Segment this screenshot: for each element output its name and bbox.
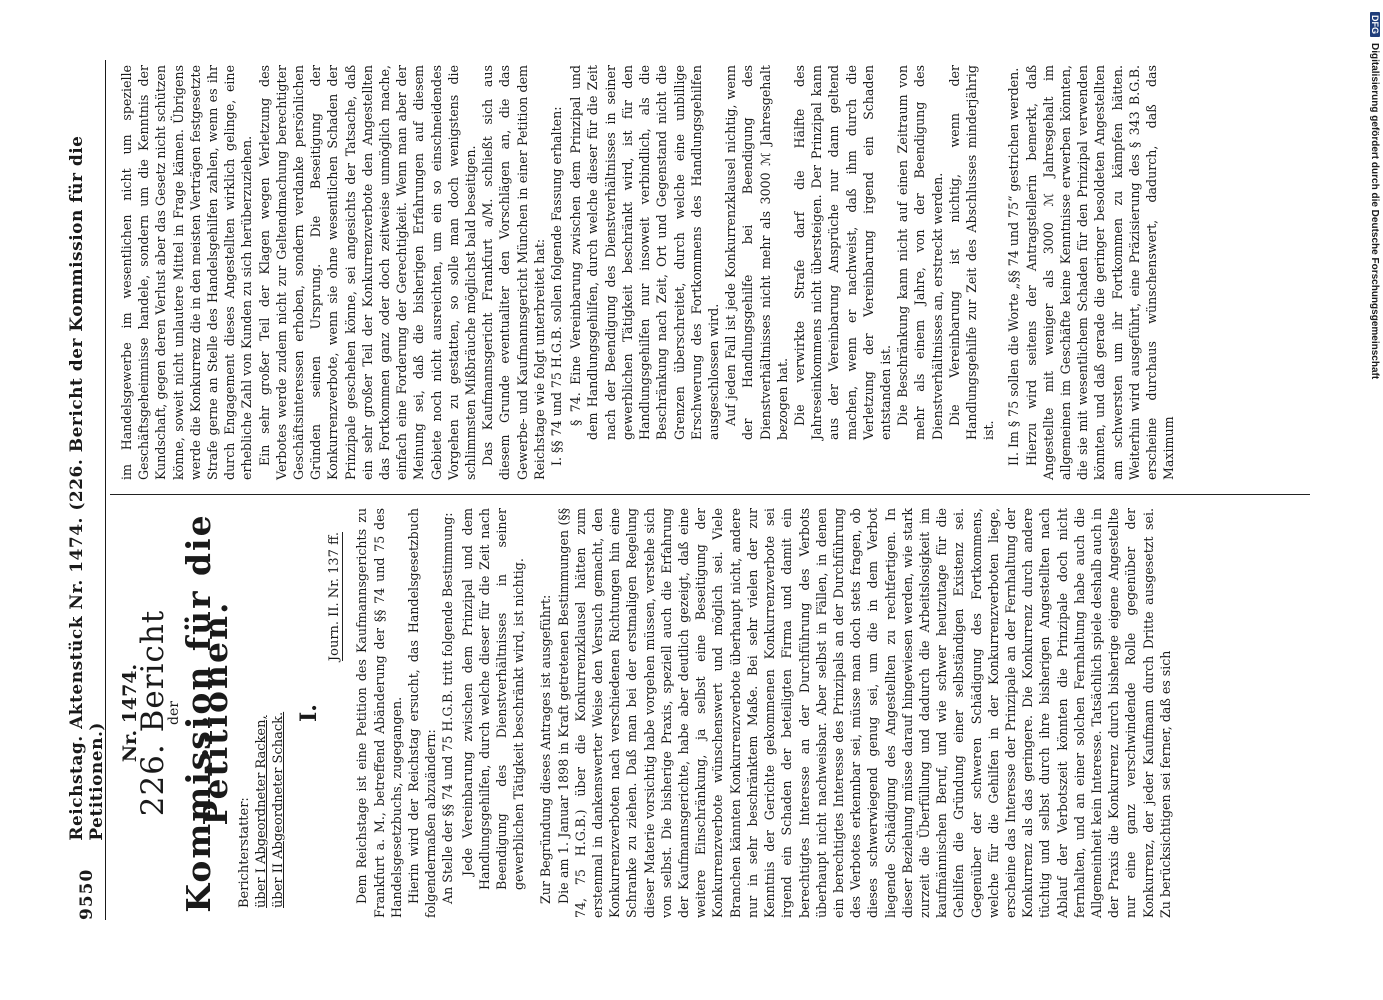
digitization-credit [1369,12,1381,988]
paragraph: Das Kaufmannsgericht Frankfurt a/M. schließt sich aus diesem Grunde eventualiter den Vorschlägen an, die das Gewerbe- und Kaufmannsgericht München in einer Petition dem Reichstage wie folgt unterbreitet hat: [480,65,547,480]
paragraph: Hierzu wird seitens der Antragstellerin bemerkt, daß Angestellte mit weniger als 3000 ℳ Jahresgehalt im allgemeinen im Geschäfte keine Kenntnisse erwerben könnten, die sie mit wesentlichem Schaden für den Prinzipal verwenden könnten, und daß gerade die geringer besoldeten Angestellten am schwersten um ihr Fortkommen zu kämpfen hätten. Weiterhin wird ausgeführt, eine Präzisierung des § 343 B.G.B. erscheine durchaus wünschenswert, dadurch, daß das Maximum [1023,65,1177,480]
journal-reference [326,508,343,918]
section-number: I. [296,704,323,722]
header-rule [105,60,106,920]
paragraph: Hierin wird der Reichstag ersucht, das Handelsgesetzbuch folgendermaßen abzuändern: [406,508,439,918]
rapporteur-1: über I Abgeordneter Racken, [254,715,270,908]
credit-text: Digitalisierung gefördert durch die Deutsche Forschungsgemeinschaft [1369,43,1381,380]
rapporteurs [236,508,287,908]
paragraph: Die am 1. Januar 1898 in Kraft getretenen Bestimmungen (§§ 74, 75 H.G.B.) über die Konkurrenzklausel hätten zum erstenmal in dankenswerter Weise den Versuch gemacht, den Konkurrenzverboten nach verschiedenen Richtungen hin eine Schranke zu ziehen. Daß man bei der erstmaligen Regelung dieser Materie vorsichtig habe vorgehen müssen, verstehe sich von selbst. Die bisherige Praxis, speziell auch die Erfahrung der Kaufmannsgerichte, habe aber deutlich gezeigt, daß eine weitere Einschränkung, ja selbst eine Beseitigung der Konkurrenzverbote wünschenswert und möglich sei. Viele Branchen kännten Konkurrenzverbote überhaupt nicht, andere nur in sehr beschränktem Maße. Bei sehr vielen der zur Kenntnis der Gerichte gekommenen Konkurrenzverbote sei irgend ein Schaden der beteiligten Firma und damit ein berechtigtes Interesse an der Durchführung des Verbots überhaupt nicht nachweisbar. Aber selbst in Fällen, in denen ein berechtigtes Interesse des Prinzipals an der Durchführung des Verbotes erkennbar sei, müsse man doch stets fragen, ob dieses schwerwiegend genug sei, um die in dem Verbot liegende Schädigung des Angestellten zu rechtfertigen. In dieser Beziehung müsse darauf hingewiesen werden, wie stark zurzeit die Überfüllung und dadurch die Arbeitslosigkeit im kaufmännischen Beruf, und wie schwer heutzutage für die Gehilfen die Gründung einer selbständigen Existenz sei. Gegenüber der schweren Schädigung des Fortkommens, welche für die Gehilfen in der Konkurrenzverboten liege, erscheine das Interesse der Prinzipale an der Fernhaltung der Konkurrenz als das geringere. Die Konkurrenz durch andere tüchtig und selbst durch ihre bisherigen Angestellten nach Ablauf der Verbotszeit könnten die Prinzipale doch nicht fernhalten, und an einer solchen Fernhaltung habe auch die Allgemeinheit kein Interesse. Tatsächlich spiele deshalb auch in der Praxis die Konkurrenz durch bisherige eigene Angestellte nur eine ganz verschwindende Rolle gegenüber der Konkurrenz, der jeder Kaufmann durch Dritte ausgesetzt sei. Zu berücksichtigen sei ferner, daß es sich [555,508,1173,918]
quote-paragraph: § 74. Eine Vereinbarung zwischen dem Prinzipal und dem Handlungsgehilfen, durch welche dieser für die Zeit nach der Beendigung des Dienstverhältnisses in seiner gewerblichen Tätigkeit beschränkt wird, ist für den Handlungsgehilfen nur insoweit verbindlich, als die Beschränkung nach Zeit, Ort und Gegenstand nicht die Grenzen überschreitet, durch welche eine unbillige Erschwerung des Fortkommens des Handlungsgehilfen ausgeschlossen wird. [568,65,721,440]
quote-paragraph: Die Beschränkung kann nicht auf einen Zeitraum von mehr als einem Jahre, von der Beendigung des Dienstverhältnisses an, erstreckt werden. [895,65,945,440]
rapporteur-2: über II Abgeordneter Schack. [271,711,287,908]
header-title: Reichstag. Aktenstück Nr. 1474. (226. Bericht der Kommission für die Petitionen.) [67,135,107,841]
quoted-provision [459,508,528,890]
document-number: Nr. 1474. [119,663,141,763]
dfg-logo: DFG [1370,12,1380,37]
quote-paragraph: Jede Vereinbarung zwischen dem Prinzipal und dem Handlungsgehilfen, durch welche dieser für die Zeit nach Beendigung des Dienstverhältnisses in seiner gewerblichen Tätigkeit beschränkt wird, ist nichtig. [459,508,527,890]
running-header [67,60,107,920]
paragraph: An Stelle der §§ 74 und 75 H.G.B. tritt folgende Bestimmung: [440,512,456,904]
paragraph: II. Im § 75 sollen die Worte „§§ 74 und 75“ gestrichen werden. [1006,67,1022,466]
quote-paragraph: Auf jeden Fall ist jede Konkurrenzklausel nichtig, wenn der Handlungsgehilfe bei Beendigung des Dienstverhältnisses nicht mehr als 3000 ℳ Jahresgehalt bezogen hat. [723,65,790,440]
article-word: der [166,701,183,725]
quote-paragraph: Die Vereinbarung ist nichtig, wenn der Handlungsgehilfe zur Zeit des Abschlusses minderjährig ist. [946,65,997,440]
rapporteur-heading: Berichterstatter: [237,797,253,908]
paragraph: im Handelsgewerbe im wesentlichen nicht um spezielle Geschäftsgeheimnisse handele, sondern um die Kenntnis der Kundschaft, gegen deren Verlust aber das Gesetz nicht schützen könne, soweit nicht unlautere Mittel in Frage kämen. Übrigens werde die Konkurrenz die in den meisten Verträgen festgesetzte Strafe gerne an Stelle des Handelsgehilfen zahlen, wenn es ihr durch Engagement dieses Angestellten wirklich gelinge, eine erhebliche Zahl von Kunden zu sich herüberzuziehen. [119,65,255,480]
journal-reference-text: Journ. II. Nr. 137 ff. [327,532,343,662]
report-number: 226. Bericht [135,609,172,817]
left-column [118,508,1174,918]
paragraph: Ein sehr großer Teil der Klagen wegen Verletzung des Verbotes werde zudem nicht zur Geltendmachung berechtigter Geschäftsinteressen erhoben, sondern verdanke persönlichen Gründen seinen Ursprung. Die Beseitigung der Konkurrenzverbote, wenn sie ohne wesentlichen Schaden der Prinzipale geschehen könne, sei angesichts der Tatsache, daß ein sehr großer Teil der Konkurrenzverbote den Angestellten das Fortkommen ganz oder doch zeitweise unmöglich mache, einfach eine Forderung der Gerechtigkeit. Wenn man aber der Meinung sei, daß die bisherigen Erfahrungen auf diesem Gebiete noch nicht ausreichten, um ein so einschneidendes Vorgehen zu gestatten, so solle man doch wenigstens die schlimmsten Mißbräuche möglichst bald beseitigen. [256,65,479,480]
paragraph: Zur Begründung dieses Antrages ist ausgeführt: [538,594,554,904]
quote-paragraph: Die verwirkte Strafe darf die Hälfte des Jahreseinkommens nicht übersteigen. Der Prinzipal kann aus der Vereinbarung Ansprüche nur dann geltend machen, wenn er nachweist, daß ihm durch die Verletzung der Vereinbarung irgend ein Schaden entstanden ist. [791,65,893,440]
paragraph: I. §§ 74 und 75 H.G.B. sollen folgende Fassung erhalten: [549,106,565,466]
proposed-provision [567,65,997,440]
column-divider [110,494,1310,495]
paragraph: Dem Reichstage ist eine Petition des Kaufmannsgerichts zu Frankfurt a. M., betreffend Abänderung der §§ 74 und 75 des Handelsgesetzbuchs, zugegangen. [354,508,404,918]
document-title: Kommission für die Petitionen. [178,513,235,913]
page-number: 9550 [77,868,97,920]
right-column [118,65,1177,480]
